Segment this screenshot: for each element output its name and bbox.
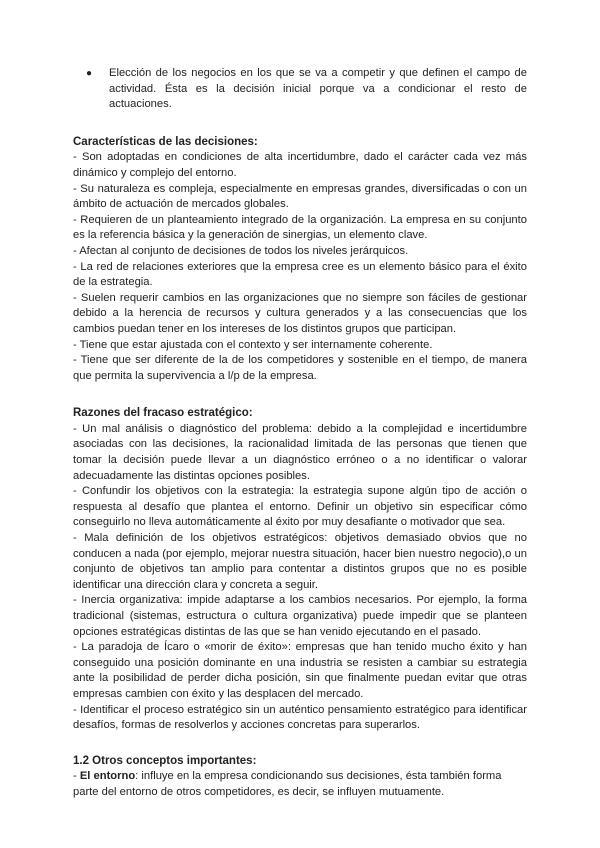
- razon-item: - Mala definición de los objetivos estratégicos: objetivos demasiado obvios que no conducen a nada (por ejemplo, mejorar nuestra situación, hacer bien nuestro negocio),o un conjunto de objetivos tan amplio para contentar a distintos grupos que no es posible identificar una dirección clara y concreta a seguir.: [73, 532, 527, 591]
- caracteristica-item: - La red de relaciones exteriores que la empresa cree es un elemento básico para el éxito de la estrategia.: [73, 260, 527, 289]
- entorno-text: : influye en la empresa condicionando sus decisiones, ésta también forma parte del entorno de otros competidores, es decir, se influyen mutuamente.: [73, 770, 502, 798]
- caracteristica-item: - Tiene que estar ajustada con el contexto y ser internamente coherente.: [73, 338, 433, 351]
- document-page: [73, 66, 527, 801]
- razones-title: Razones del fracaso estratégico:: [73, 407, 253, 420]
- entorno-term: El entorno: [79, 770, 136, 783]
- intro-bullet-text: Elección de los negocios en los que se va a competir y que definen el campo de actividad. Ésta es la decisión inicial porque va a condicionar el resto de actuaciones.: [109, 67, 527, 111]
- caracteristica-item: - Afectan al conjunto de decisiones de todos los niveles jerárquicos.: [73, 244, 409, 257]
- entorno-paragraph: [73, 769, 527, 800]
- bullet-dot-icon: ●: [86, 68, 93, 79]
- razon-item: - Inercia organizativa: impide adaptarse a los cambios necesarios. Por ejemplo, la forma tradicional (sistemas, estructura o cultura organizativa) puede impedir que se planteen opciones estratégicas distintas de las que se han venido ejecutando en el pasado.: [73, 594, 527, 638]
- razon-item: - La paradoja de Ícaro o «morir de éxito»: empresas que han tenido mucho éxito y han conseguido una posición dominante en una industria se resisten a cambiar su estrategia ante la posibilidad de perder dicha posición, sin que finalmente puedan evitar que otras empresas cambien con éxito y las desplacen del mercado.: [73, 641, 527, 700]
- caracteristica-item: - Son adoptadas en condiciones de alta incertidumbre, dado el carácter cada vez más dinámico y complejo del entorno.: [73, 151, 527, 179]
- caracteristica-item: - Suelen requerir cambios en las organizaciones que no siempre son fáciles de gestionar debido a la herencia de recursos y cultura generados y a las consecuencias que los cambios puedan tener en los intereses de los distintos grupos que participan.: [73, 291, 527, 335]
- caracteristica-item: - Tiene que ser diferente de la de los competidores y sostenible en el tiempo, de manera que permita la supervivencia a l/p de la empresa.: [73, 354, 527, 382]
- razon-item: - Un mal análisis o diagnóstico del problema: debido a la complejidad e incertidumbre asociadas con las decisiones, la racionalidad limitada de las personas que tienen que tomar la decisión puede llevar a un diagnóstico erróneo o a no identificar o valorar adecuadamente las distintas opciones posibles.: [73, 422, 527, 482]
- caracteristica-item: - Requieren de un planteamiento integrado de la organización. La empresa en su conjunto es la referencia básica y la generación de sinergias, un elemento clave.: [73, 213, 527, 242]
- caracteristicas-title: Características de las decisiones:: [73, 135, 258, 148]
- razon-item: - Confundir los objetivos con la estrategia: la estrategia supone algún tipo de acción o respuesta al desafío que plantea el entorno. Definir un objetivo sin especificar cómo conseguirlo no lleva automáticamente al éxito por muy desafiante o motivador que sea.: [73, 485, 527, 529]
- caracteristica-item: - Su naturaleza es compleja, especialmente en empresas grandes, diversificadas o con un ámbito de actuación de mercados globales.: [73, 182, 527, 211]
- razon-item: - Identificar el proceso estratégico sin un auténtico pensamiento estratégico para identificar desafíos, formas de resolverlos y acciones concretas para superarlos.: [73, 703, 527, 732]
- otros-conceptos-title: 1.2 Otros conceptos importantes:: [73, 754, 257, 767]
- intro-bullet-item: [73, 66, 527, 113]
- entorno-prefix: -: [73, 770, 80, 783]
